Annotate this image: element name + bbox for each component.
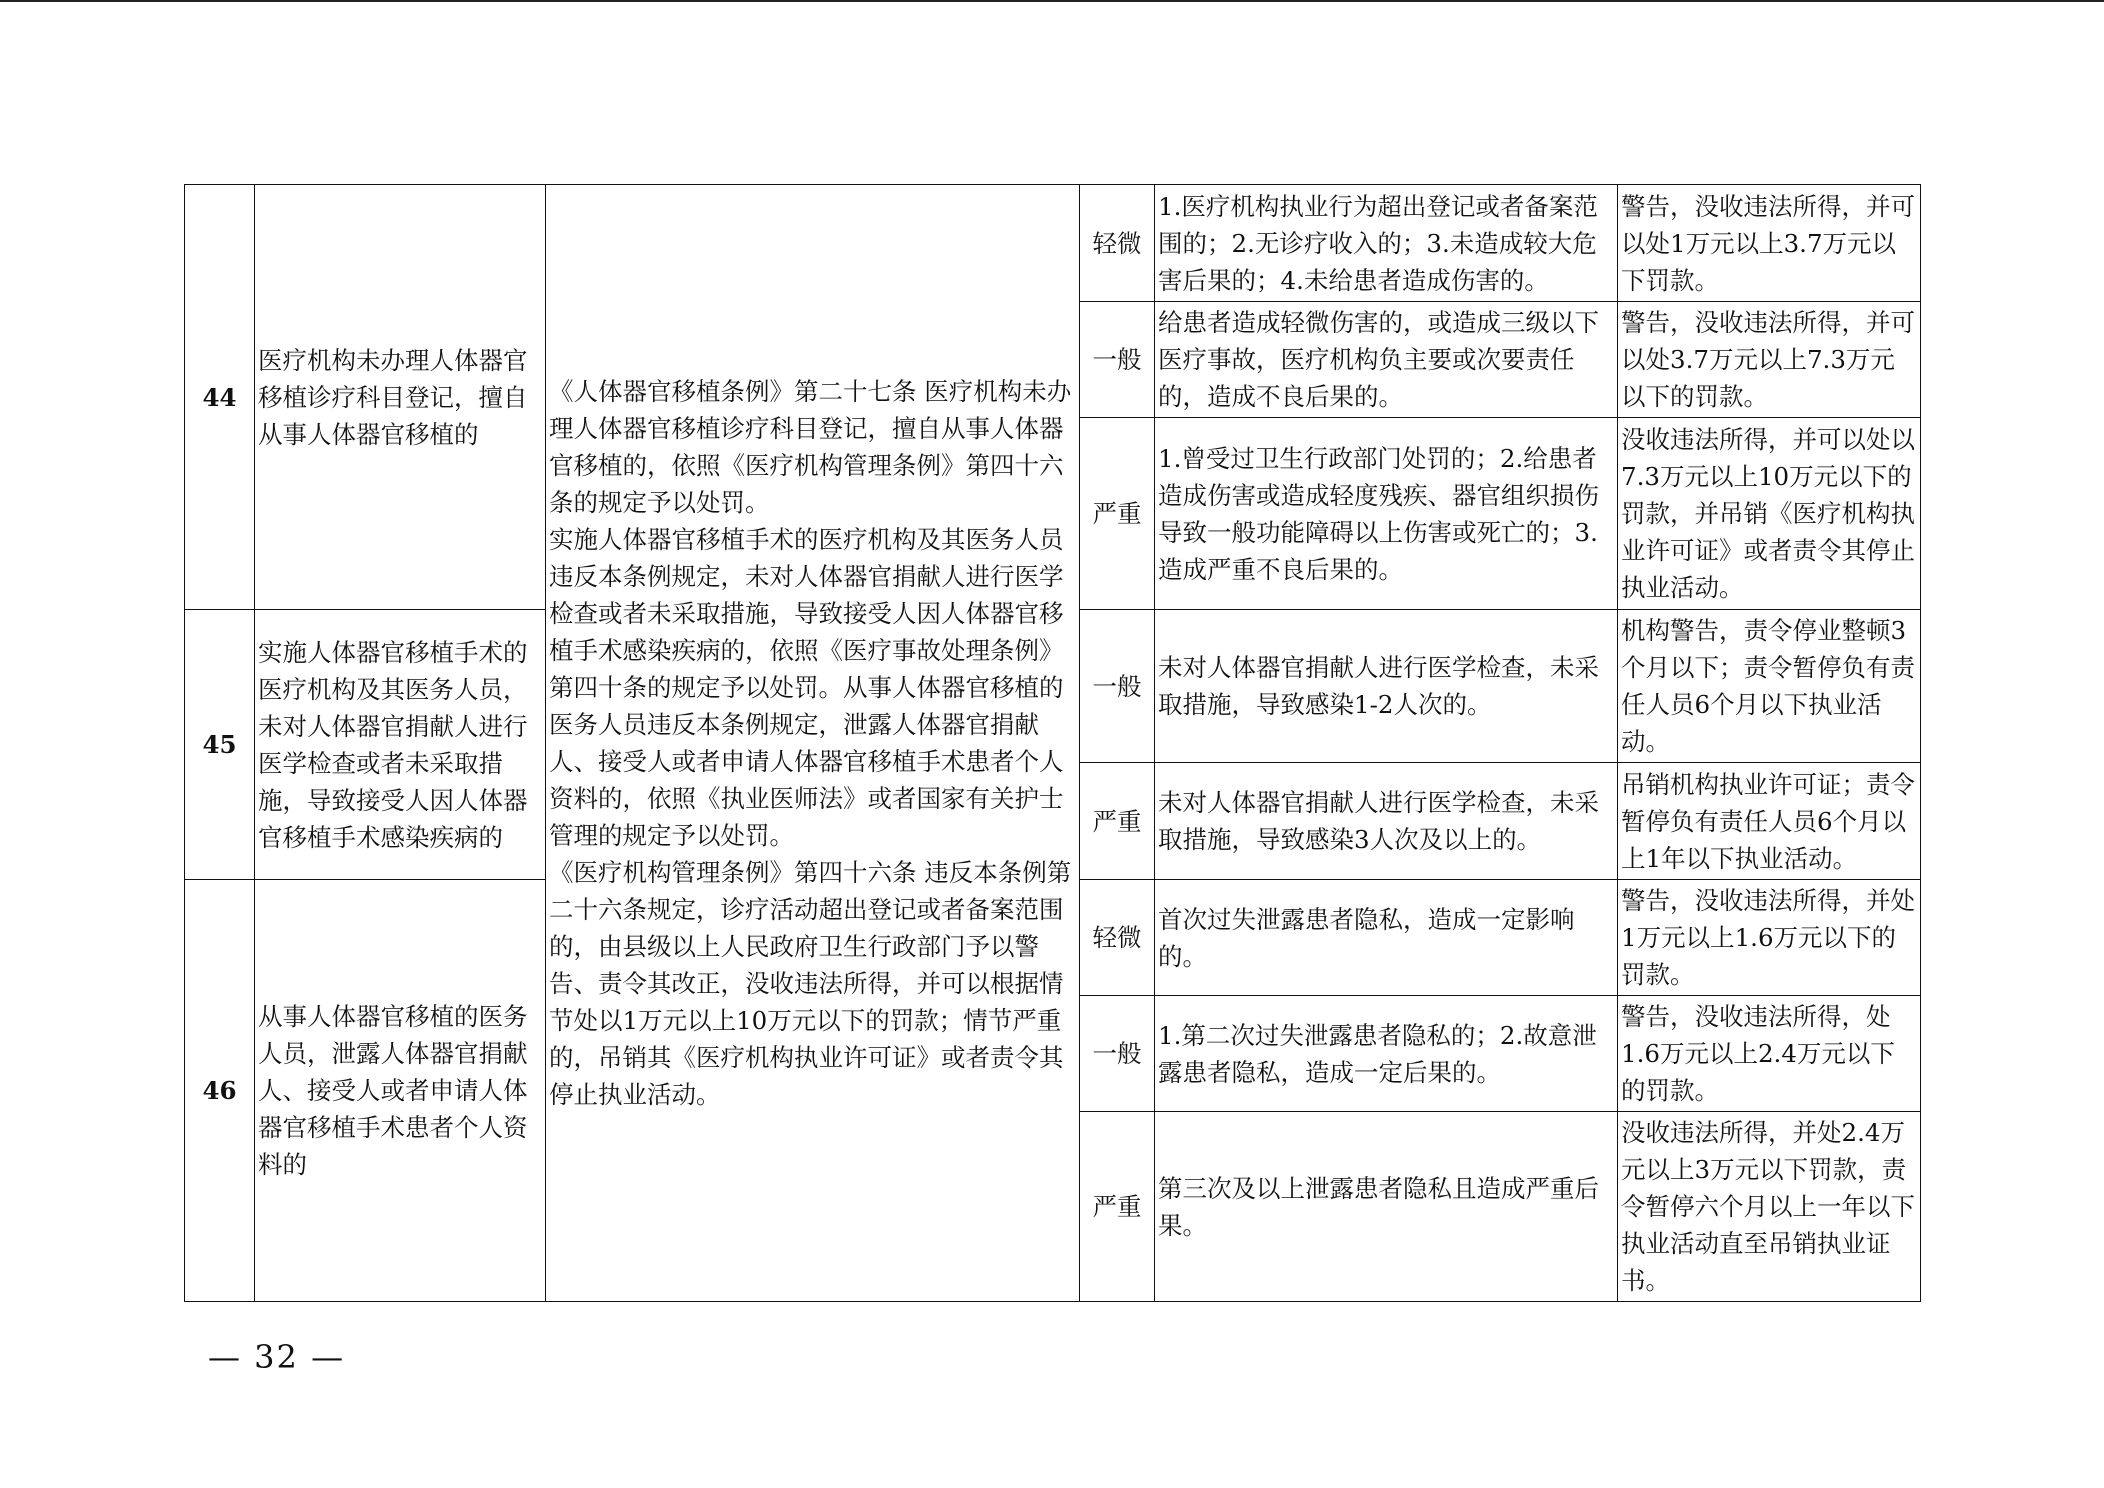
level-cell: 轻微 xyxy=(1080,185,1155,302)
legal-basis-paragraph: 《医疗机构管理条例》第四十六条 违反本条例第二十六条规定，诊疗活动超出登记或者备案范围的，由县级以上人民政府卫生行政部门予以警告、责令其改正，没收违法所得，并可以根据情节处以1万元以上10万元以下的罚款；情节严重的，吊销其《医疗机构执业许可证》或者责令其停止执业活动。 xyxy=(549,858,1072,1109)
level-cell: 一般 xyxy=(1080,302,1155,418)
circumstance-cell: 1.第二次过失泄露患者隐私的；2.故意泄露患者隐私，造成一定后果的。 xyxy=(1155,996,1618,1112)
level-cell: 一般 xyxy=(1080,996,1155,1112)
top-border-line xyxy=(0,0,2104,2)
circumstance-cell: 第三次及以上泄露患者隐私且造成严重后果。 xyxy=(1155,1112,1618,1302)
penalty-cell: 警告，没收违法所得，并可以处1万元以上3.7万元以下罚款。 xyxy=(1618,185,1921,302)
penalty-cell: 没收违法所得，并处2.4万元以上3万元以下罚款，责令暂停六个月以上一年以下执业活动直至吊销执业证书。 xyxy=(1618,1112,1921,1302)
table-row xyxy=(185,185,1921,302)
violation-cell: 实施人体器官移植手术的医疗机构及其医务人员，未对人体器官捐献人进行医学检查或者未采取措施，导致接受人因人体器官移植手术感染疾病的 xyxy=(255,610,546,880)
penalty-standard-table xyxy=(184,184,1921,1302)
violation-cell: 从事人体器官移植的医务人员，泄露人体器官捐献人、接受人或者申请人体器官移植手术患者个人资料的 xyxy=(255,880,546,1302)
penalty-cell: 吊销机构执业许可证；责令暂停负有责任人员6个月以上1年以下执业活动。 xyxy=(1618,763,1921,880)
penalty-cell: 警告，没收违法所得，处1.6万元以上2.4万元以下的罚款。 xyxy=(1618,996,1921,1112)
circumstance-cell: 未对人体器官捐献人进行医学检查，未采取措施，导致感染1-2人次的。 xyxy=(1155,610,1618,763)
penalty-cell: 警告，没收违法所得，并处1万元以上1.6万元以下的罚款。 xyxy=(1618,880,1921,996)
level-cell: 严重 xyxy=(1080,418,1155,610)
circumstance-cell: 1.医疗机构执业行为超出登记或者备案范围的；2.无诊疗收入的；3.未造成较大危害后果的；4.未给患者造成伤害的。 xyxy=(1155,185,1618,302)
level-cell: 一般 xyxy=(1080,610,1155,763)
item-number-cell: 45 xyxy=(185,610,255,880)
penalty-cell: 警告，没收违法所得，并可以处3.7万元以上7.3万元以下的罚款。 xyxy=(1618,302,1921,418)
page-number: — 32 — xyxy=(208,1338,346,1376)
violation-cell: 医疗机构未办理人体器官移植诊疗科目登记，擅自从事人体器官移植的 xyxy=(255,185,546,610)
legal-basis-paragraph: 《人体器官移植条例》第二十七条 医疗机构未办理人体器官移植诊疗科目登记，擅自从事人体器官移植的，依照《医疗机构管理条例》第四十六条的规定予以处罚。 xyxy=(549,377,1072,517)
level-cell: 轻微 xyxy=(1080,880,1155,996)
circumstance-cell: 1.曾受过卫生行政部门处罚的；2.给患者造成伤害或造成轻度残疾、器官组织损伤导致一般功能障碍以上伤害或死亡的；3.造成严重不良后果的。 xyxy=(1155,418,1618,610)
circumstance-cell: 首次过失泄露患者隐私，造成一定影响的。 xyxy=(1155,880,1618,996)
legal-basis-paragraph: 实施人体器官移植手术的医疗机构及其医务人员违反本条例规定，未对人体器官捐献人进行医学检查或者未采取措施，导致接受人因人体器官移植手术感染疾病的，依照《医疗事故处理条例》第四十条的规定予以处罚。从事人体器官移植的医务人员违反本条例规定，泄露人体器官捐献人、接受人或者申请人体器官移植手术患者个人资料的，依照《执业医师法》或者国家有关护士管理的规定予以处罚。 xyxy=(549,525,1064,850)
circumstance-cell: 未对人体器官捐献人进行医学检查，未采取措施，导致感染3人次及以上的。 xyxy=(1155,763,1618,880)
level-cell: 严重 xyxy=(1080,763,1155,880)
legal-basis-text xyxy=(549,373,1076,1113)
penalty-cell: 机构警告，责令停业整顿3个月以下；责令暂停负有责任人员6个月以下执业活动。 xyxy=(1618,610,1921,763)
level-cell: 严重 xyxy=(1080,1112,1155,1302)
penalty-cell: 没收违法所得，并可以处以7.3万元以上10万元以下的罚款，并吊销《医疗机构执业许可证》或者责令其停止执业活动。 xyxy=(1618,418,1921,610)
item-number-cell: 46 xyxy=(185,880,255,1302)
circumstance-cell: 给患者造成轻微伤害的，或造成三级以下医疗事故，医疗机构负主要或次要责任的，造成不良后果的。 xyxy=(1155,302,1618,418)
legal-basis-cell xyxy=(546,185,1080,1302)
item-number-cell: 44 xyxy=(185,185,255,610)
